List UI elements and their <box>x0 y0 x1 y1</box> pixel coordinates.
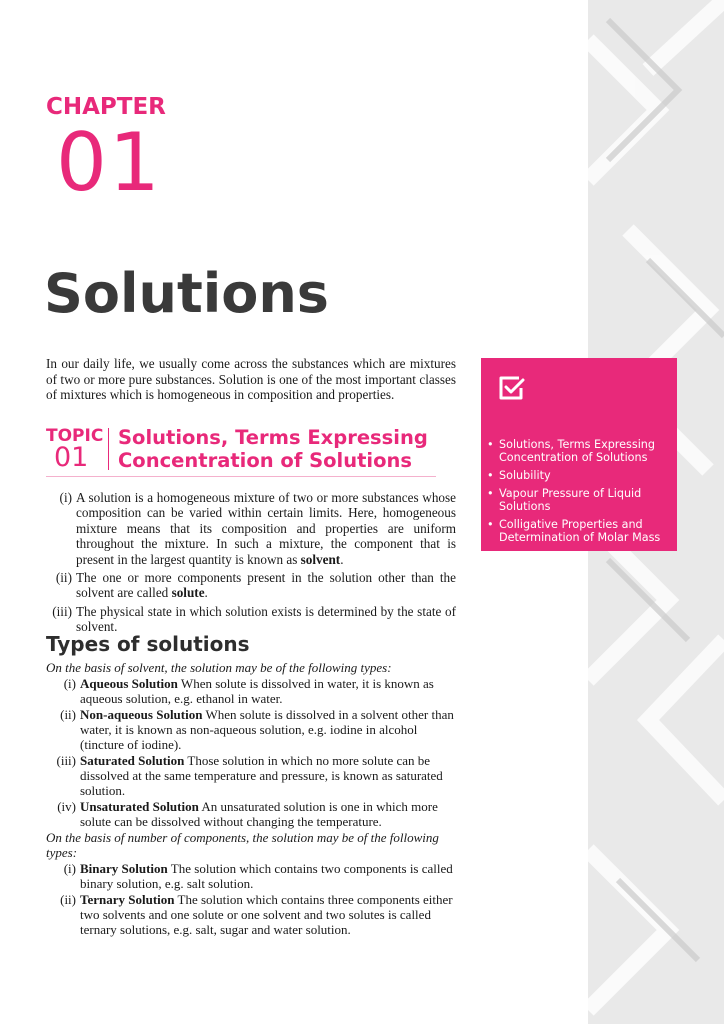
topic-number: 01 <box>54 442 89 473</box>
list-item: (iii) Saturated Solution Those solution in which no more solute can be dissolved at the same temperature and pressure, is known as saturated solution. <box>56 753 443 798</box>
topic-list-item: • Colligative Properties and Determination of Molar Mass <box>487 518 675 544</box>
topics-list <box>487 438 675 549</box>
chapter-title: Solutions <box>44 262 329 325</box>
list-item: (i) Binary Solution The solution which contains two components is called binary solution, e.g. salt solution. <box>63 861 453 891</box>
definition-points <box>46 490 456 638</box>
topic-header <box>46 426 436 478</box>
definition-point: (iii) The physical state in which solution exists is determined by the state of solvent. <box>52 603 456 635</box>
topic-title: Solutions, Terms Expressing Concentration of Solutions <box>118 426 428 472</box>
topic-list-item: • Solutions, Terms Expressing Concentration of Solutions <box>487 438 675 464</box>
definition-point: (i) A solution is a homogeneous mixture of two or more substances whose composition can be varied within certain limits. Here, homogeneous mixture means that its composition and properties are uniform throughout the mixture. In such a mixture, the component that is present in the largest quantity is known as solvent. <box>59 490 456 567</box>
topic-underline <box>46 476 436 477</box>
checkbox-icon <box>495 372 527 404</box>
intro-paragraph: In our daily life, we usually come across the substances which are mixtures of two or more pure substances. Solution is one of the most important classes of mixtures which is homogeneous in composition and properties. <box>46 356 456 402</box>
topic-label: TOPIC <box>46 426 104 446</box>
list-item: (i) Aqueous Solution When solute is dissolved in water, it is known as aqueous solution, e.g. ethanol in water. <box>63 676 434 706</box>
list-item: (ii) Ternary Solution The solution which contains three components either two solvents and one solute or one solvent and two solutes is called ternary solutions, e.g. salt, sugar and water solution. <box>60 892 453 937</box>
classification-lead: On the basis of number of components, the solution may be of the following types: <box>46 830 439 860</box>
types-of-solutions <box>46 660 458 938</box>
list-item: (ii) Non-aqueous Solution When solute is dissolved in a solvent other than water, it is known as non-aqueous solution, e.g. iodine in alcohol (tincture of iodine). <box>60 707 454 752</box>
list-item: (iv) Unsaturated Solution An unsaturated solution is one in which more solute can be dissolved without changing the temperature. <box>57 799 438 829</box>
chapter-number: 01 <box>56 116 162 209</box>
section-heading: Types of solutions <box>46 632 250 656</box>
definition-point: (ii) The one or more components present in the solution other than the solvent are called solute. <box>55 570 456 601</box>
topic-list-item: • Vapour Pressure of Liquid Solutions <box>487 487 675 513</box>
chapter-label: CHAPTER <box>46 94 166 120</box>
topic-list-item: • Solubility <box>487 469 675 482</box>
topic-divider <box>108 428 109 470</box>
topics-sidebar-box <box>481 358 677 551</box>
classification-lead: On the basis of solvent, the solution may be of the following types: <box>46 660 392 675</box>
